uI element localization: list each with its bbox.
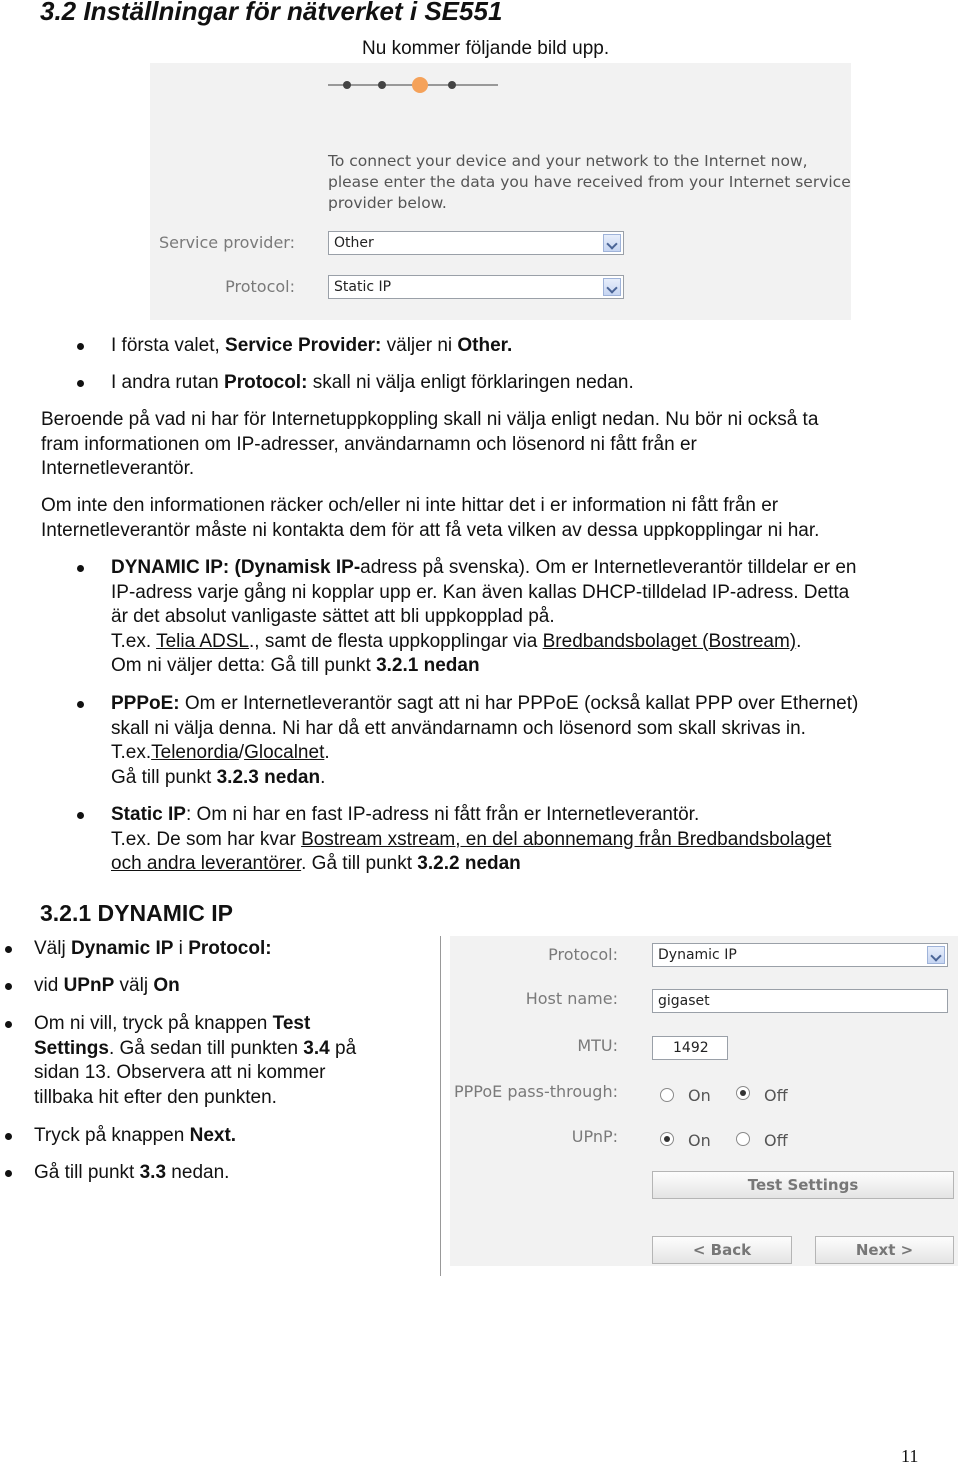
current-step-icon [412, 77, 428, 93]
bullet-protocol: I andra rutan Protocol: skall ni välja enligt förklaringen nedan. [111, 372, 634, 393]
upnp-off-radio[interactable] [736, 1132, 750, 1146]
bullet-icon [5, 983, 12, 990]
bullet-icon [5, 946, 12, 953]
bullet-icon [5, 1021, 12, 1028]
mtu-label: MTU: [577, 1036, 618, 1055]
screenshot-dynamic-ip-panel [450, 936, 958, 1266]
link-bostream-xstream[interactable]: Bostream xstream, en del abonnemang från Bredbandsbolaget [301, 828, 832, 850]
progress-steps [328, 81, 498, 91]
upnp-on-radio[interactable] [660, 1132, 674, 1146]
page-number: 11 [901, 1446, 919, 1466]
test-settings-button[interactable]: Test Settings [652, 1171, 954, 1199]
instructions: To connect your device and your network to the Internet now, please enter the data you have received from your Internet service provider below. [328, 152, 851, 212]
step-press-next: Tryck på knappen Next. [34, 1125, 237, 1146]
paragraph-contact-isp: Om inte den informationen räcker och/eller ni inte hittar det i er information ni fått från er Internetleverantör måste ni kontakta dem för att få veta vilken av dessa uppkopplingar ni har. [41, 495, 820, 541]
bullet-dynamic-ip: DYNAMIC IP: (Dynamisk IP-adress på svenska). Om er Internetleverantör tilldelar er en IP-adress varje gång ni kopplar upp er. Kan även kallas DHCP-tilldelad IP-adress. Detta är det absolut vanligaste sättet att bli uppkopplad på. T.ex. Telia ADSL., samt de flesta uppkopplingar via Bredbandsbolaget (Bostream). Om ni väljer detta: Gå till punkt 3.2.1 nedan [111, 557, 857, 676]
link-glocalnet[interactable]: Glocalnet [244, 742, 325, 763]
pppoe-on-label: On [688, 1086, 711, 1105]
bullet-service-provider: I första valet, Service Provider: väljer ni Other. [111, 335, 513, 356]
bullet-icon [5, 1170, 12, 1177]
pppoe-off-label: Off [764, 1086, 788, 1105]
next-button[interactable]: Next > [815, 1236, 954, 1264]
host-name-label: Host name: [525, 989, 618, 1008]
link-telenordia[interactable]: Telenordia [151, 742, 239, 763]
upnp-label: UPnP: [571, 1127, 618, 1146]
bullet-icon [77, 812, 84, 819]
protocol-select[interactable]: Dynamic IP [652, 943, 948, 967]
upnp-on-label: On [688, 1131, 711, 1150]
bullet-pppoe: PPPoE: Om er Internetleverantör sagt att ni har PPPoE (också kallat PPP over Ethernet) skall ni välja denna. Ni har då ett användarnamn och lösenord som skall skrivas in. T.ex.Telenordia/Glocalnet. Gå till punkt 3.2.3 nedan. [111, 693, 859, 788]
protocol-label: Protocol: [548, 945, 618, 964]
pppoe-on-radio[interactable] [660, 1088, 674, 1102]
service-provider-select[interactable]: Other [328, 231, 624, 255]
step-select-dynamic: Välj Dynamic IP i Protocol: [34, 938, 272, 959]
pppoe-passthrough-label: PPPoE pass-through: [453, 1082, 618, 1101]
intro-caption: Nu kommer följande bild upp. [362, 38, 610, 59]
divider [440, 936, 441, 1276]
chevron-down-icon [603, 234, 621, 252]
back-button[interactable]: < Back [652, 1236, 792, 1264]
paragraph-choose: Beroende på vad ni har för Internetuppkoppling skall ni välja enligt nedan. Nu bör ni också ta fram informationen om IP-adresser, användarnamn och lösenord ni fått från er Internetleverantör. [41, 409, 819, 479]
protocol-label: Protocol: [225, 277, 295, 296]
link-bredbandsbolaget[interactable]: Bredbandsbolaget (Bostream) [542, 630, 797, 652]
upnp-off-label: Off [764, 1131, 788, 1150]
step-goto-33: Gå till punkt 3.3 nedan. [34, 1162, 230, 1183]
host-name-input[interactable]: gigaset [652, 989, 948, 1013]
pppoe-off-radio[interactable] [736, 1086, 750, 1100]
bullet-icon [77, 701, 84, 708]
step-test-settings: Om ni vill, tryck på knappen Test Settings. Gå sedan till punkten 3.4 på sidan 13. Observera att ni kommer tillbaka hit efter den punkten. [34, 1013, 357, 1108]
chevron-down-icon [603, 278, 621, 296]
bullet-icon [77, 343, 84, 350]
bullet-icon [77, 565, 84, 572]
mtu-input[interactable]: 1492 [652, 1036, 728, 1060]
step-upnp-on: vid UPnP välj On [34, 975, 180, 996]
subsection-heading: 3.2.1 DYNAMIC IP [40, 900, 233, 926]
screenshot-provider-panel [150, 63, 851, 320]
section-heading: 3.2 Inställningar för nätverket i SE551 [40, 0, 503, 26]
link-telia-adsl[interactable]: Telia ADSL [156, 630, 250, 652]
bullet-icon [77, 380, 84, 387]
bullet-icon [5, 1133, 12, 1140]
service-provider-label: Service provider: [159, 233, 295, 252]
chevron-down-icon [927, 946, 945, 964]
link-andra-leverantorer[interactable]: och andra leverantörer [111, 853, 302, 874]
bullet-static-ip: Static IP: Om ni har en fast IP-adress ni fått från er Internetleverantör. T.ex. De som har kvar Bostream xstream, en del abonnemang från Bredbandsbolaget och andra leverantörer. Gå till punkt 3.2.2 nedan [111, 804, 832, 874]
protocol-select[interactable]: Static IP [328, 275, 624, 299]
